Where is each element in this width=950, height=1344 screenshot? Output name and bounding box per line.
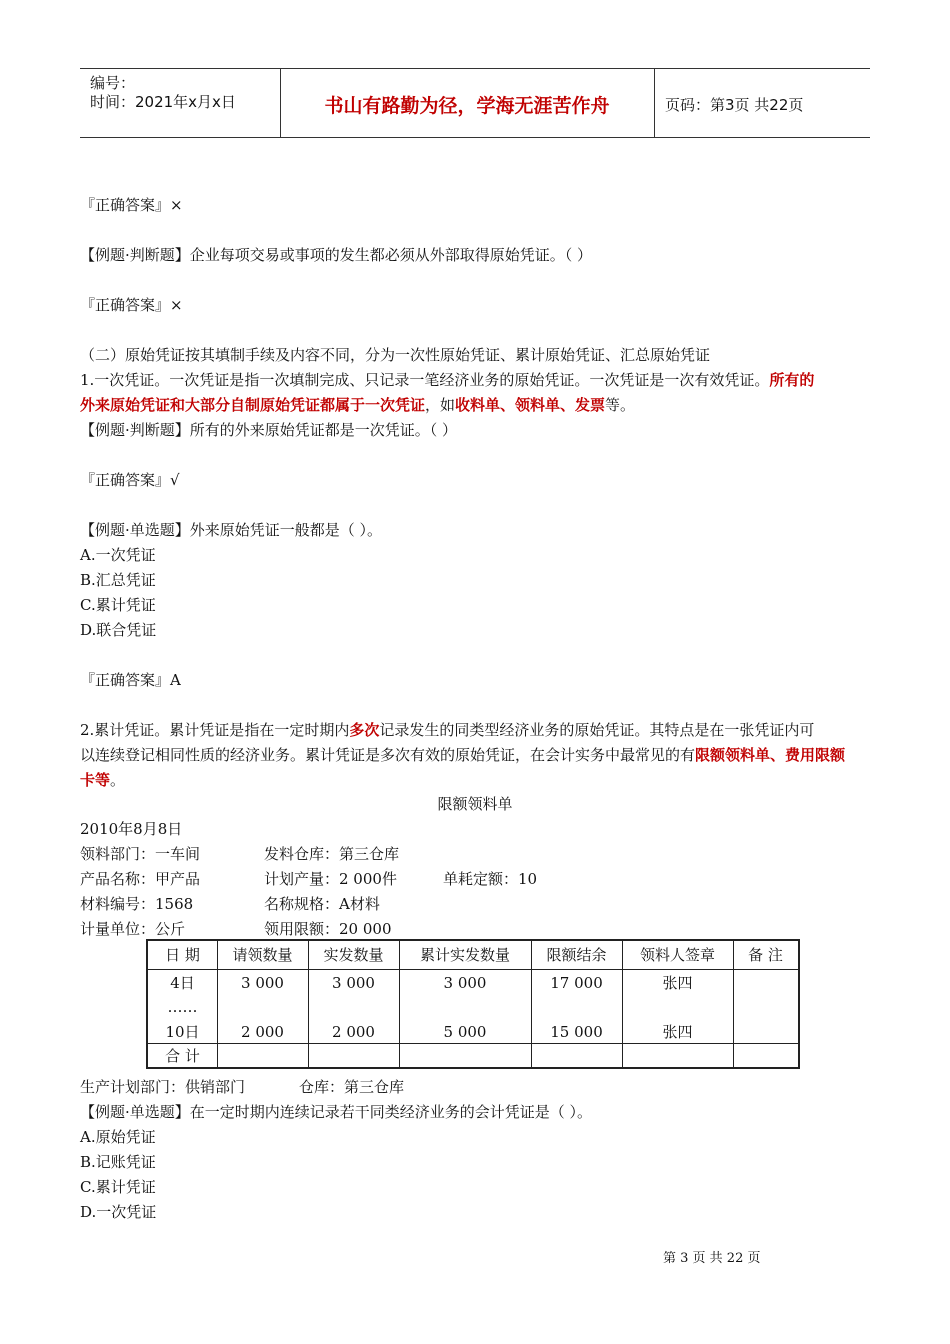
text-run: 等。 <box>605 396 636 414</box>
column-header: 限额结余 <box>546 946 607 964</box>
header-page-info: 页码：第3页 共22页 <box>665 96 804 114</box>
table-cell: 3 000 <box>332 974 375 992</box>
text-run: 记录发生的同类型经济业务的原始凭证。其特点是在一张凭证内可 <box>379 721 815 739</box>
text-run: 2.累计凭证。累计凭证是指在一定时期内 <box>80 721 350 739</box>
table-cell: 张四 <box>662 974 693 992</box>
answer-line: 『正确答案』× <box>80 296 183 314</box>
option-line: C.累计凭证 <box>80 1178 156 1196</box>
highlight-text: 限额领料单、费用限额 <box>695 746 846 764</box>
highlight-text: 卡等 <box>80 771 111 789</box>
table-cell: 17 000 <box>550 974 603 992</box>
form-warehouse: 发料仓库：第三仓库 <box>264 845 400 863</box>
answer-line: 『正确答案』× <box>80 196 183 214</box>
column-header: 日 期 <box>165 946 200 964</box>
header-number-label: 编号： <box>90 74 136 92</box>
table-cell: …… <box>167 998 198 1016</box>
option-line: D.一次凭证 <box>80 1203 157 1221</box>
form-product: 产品名称：甲产品 <box>80 870 201 888</box>
table-total-row <box>148 1043 798 1068</box>
highlight-text: 收料单、领料单、发票 <box>455 396 606 414</box>
requisition-table <box>146 939 800 1069</box>
column-header: 备 注 <box>748 946 783 964</box>
highlight-text: 所有的 <box>769 371 815 389</box>
page-footer: 第 3 页 共 22 页 <box>663 1251 761 1266</box>
option-line: C.累计凭证 <box>80 596 156 614</box>
header-motto: 书山有路勤为径，学海无涯苦作舟 <box>324 95 610 117</box>
form-unit: 计量单位：公斤 <box>80 920 186 938</box>
text-run: 以连续登记相同性质的经济业务。累计凭证是多次有效的原始凭证，在会计实务中最常见的有 <box>80 746 696 764</box>
form-spec: 名称规格：A材料 <box>264 895 380 913</box>
table-cell: 3 000 <box>241 974 284 992</box>
form-footer-warehouse: 仓库：第三仓库 <box>299 1078 405 1096</box>
answer-line: 『正确答案』A <box>80 671 181 689</box>
paragraph-line <box>80 720 814 740</box>
text-run: ，如 <box>425 396 456 414</box>
form-unit-quota: 单耗定额：10 <box>443 870 538 888</box>
option-line: B.汇总凭证 <box>80 571 156 589</box>
table-cell: 15 000 <box>550 1023 603 1041</box>
form-material-no: 材料编号：1568 <box>80 895 194 913</box>
header-left-cell <box>80 69 281 137</box>
paragraph-line <box>80 395 635 415</box>
paragraph-line <box>80 370 814 390</box>
option-line: D.联合凭证 <box>80 621 157 639</box>
option-line: A.原始凭证 <box>80 1128 156 1146</box>
table-cell: 2 000 <box>332 1023 375 1041</box>
header-right-cell <box>654 69 871 137</box>
form-title: 限额领料单 <box>437 795 513 813</box>
section-heading: （二）原始凭证按其填制手续及内容不同，分为一次性原始凭证、累计原始凭证、汇总原始凭证 <box>80 346 711 364</box>
question-line: 【例题·判断题】企业每项交易或事项的发生都必须从外部取得原始凭证。（ ） <box>80 246 593 264</box>
text-run: 。 <box>110 771 126 789</box>
total-label: 合 计 <box>165 1047 200 1065</box>
highlight-text: 多次 <box>349 721 380 739</box>
question-line: 【例题·单选题】外来原始凭证一般都是（ ）。 <box>80 521 383 539</box>
column-header: 请领数量 <box>232 946 293 964</box>
highlight-text: 外来原始凭证和大部分自制原始凭证都属于一次凭证 <box>80 396 426 414</box>
question-line: 【例题·单选题】在一定时期内连续记录若干同类经济业务的会计凭证是（ ）。 <box>80 1103 593 1121</box>
option-line: A.一次凭证 <box>80 546 156 564</box>
table-cell: 5 000 <box>443 1023 487 1041</box>
form-footer-dept: 生产计划部门：供销部门 <box>80 1078 246 1096</box>
option-line: B.记账凭证 <box>80 1153 156 1171</box>
text-run: 1.一次凭证。一次凭证是指一次填制完成、只记录一笔经济业务的原始凭证。一次凭证是一次有效凭证。 <box>80 371 770 389</box>
form-limit: 领用限额：20 000 <box>264 920 392 938</box>
column-header: 累计实发数量 <box>419 946 510 964</box>
column-header: 领料人签章 <box>639 946 715 964</box>
header-date: 时间：2021年x月x日 <box>90 93 236 111</box>
page-header <box>80 68 870 138</box>
column-header: 实发数量 <box>323 946 384 964</box>
table-cell: 2 000 <box>241 1023 284 1041</box>
table-cell: 10日 <box>165 1023 200 1041</box>
table-cell: 张四 <box>662 1023 693 1041</box>
paragraph-line <box>80 770 125 790</box>
question-line: 【例题·判断题】所有的外来原始凭证都是一次凭证。（ ） <box>80 421 458 439</box>
form-date: 2010年8月8日 <box>80 820 183 838</box>
table-cell: 4日 <box>170 974 195 992</box>
paragraph-line <box>80 745 845 765</box>
table-cell: 3 000 <box>443 974 487 992</box>
form-planned-output: 计划产量：2 000件 <box>264 870 397 888</box>
answer-line: 『正确答案』√ <box>80 471 180 489</box>
form-dept: 领料部门：一车间 <box>80 845 201 863</box>
